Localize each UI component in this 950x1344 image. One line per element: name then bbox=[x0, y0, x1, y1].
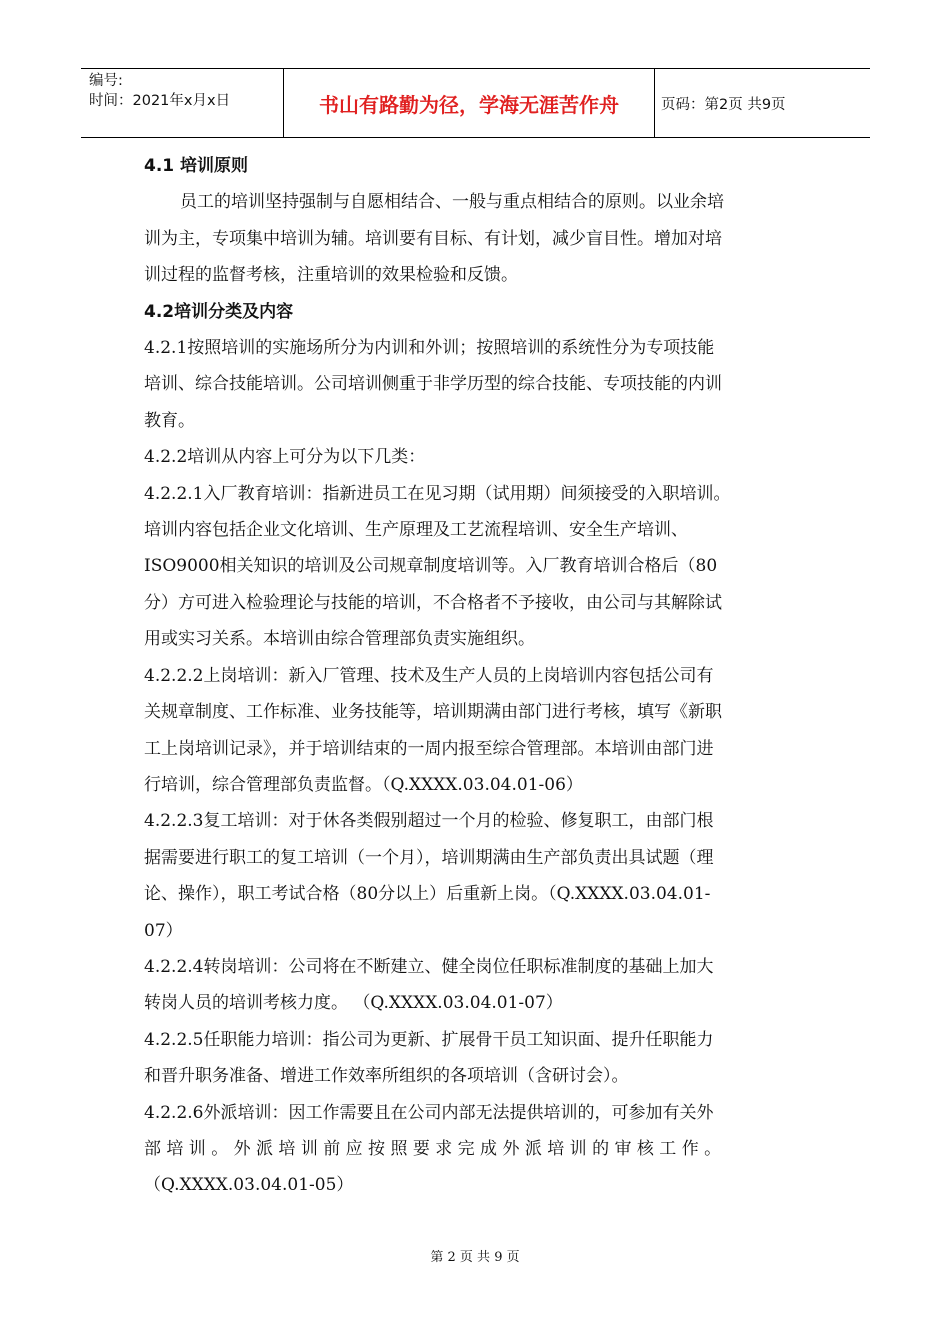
paragraph-line: 关规章制度、工作标准、业务技能等，培训期满由部门进行考核，填写《新职 bbox=[144, 702, 722, 723]
time-label: 时间：2021年x月x日 bbox=[89, 93, 231, 109]
paragraph-line: 4.2.2.2上岗培训：新入厂管理、技术及生产人员的上岗培训内容包括公司有 bbox=[144, 665, 714, 686]
paragraph-line: 工上岗培训记录》，并于培训结束的一周内报至综合管理部。本培训由部门进 bbox=[144, 738, 714, 759]
section-heading-4-2: 4.2培训分类及内容 bbox=[144, 301, 294, 322]
paragraph-line: 训为主，专项集中培训为辅。培训要有目标、有计划，减少盲目性。增加对培 bbox=[144, 228, 722, 249]
paragraph-line: 和晋升职务准备、增进工作效率所组织的各项培训（含研讨会）。 bbox=[144, 1066, 629, 1087]
paragraph-line: 论、操作），职工考试合格（80分以上）后重新上岗。（Q.XXXX.03.04.01- bbox=[144, 884, 711, 905]
paragraph-line: （Q.XXXX.03.04.01-05） bbox=[144, 1175, 354, 1196]
paragraph-line: 员工的培训坚持强制与自愿相结合、一般与重点相结合的原则。以业余培 bbox=[180, 192, 724, 213]
paragraph-line: 转岗人员的培训考核力度。 （Q.XXXX.03.04.01-07） bbox=[144, 993, 563, 1014]
paragraph-line: 4.2.2.5任职能力培训：指公司为更新、扩展骨干员工知识面、提升任职能力 bbox=[144, 1029, 714, 1050]
page-footer: 第 2 页 共 9 页 bbox=[430, 1250, 520, 1265]
header-motto: 书山有路勤为径，学海无涯苦作舟 bbox=[284, 69, 655, 137]
paragraph-line: 4.2.2.1入厂教育培训：指新进员工在见习期（试用期）间须接受的入职培训。 bbox=[144, 483, 731, 504]
paragraph-line: 4.2.2培训从内容上可分为以下几类： bbox=[144, 447, 426, 468]
paragraph-line: 4.2.2.6外派培训：因工作需要且在公司内部无法提供培训的，可参加有关外 bbox=[144, 1102, 714, 1123]
paragraph-line: 培训、综合技能培训。公司培训侧重于非学历型的综合技能、专项技能的内训 bbox=[144, 374, 722, 395]
paragraph-line: ISO9000相关知识的培训及公司规章制度培训等。入厂教育培训合格后（80 bbox=[144, 556, 718, 577]
paragraph-line: 教育。 bbox=[144, 410, 195, 431]
page-header bbox=[81, 68, 870, 138]
paragraph-line: 07） bbox=[144, 920, 183, 941]
document-body bbox=[144, 148, 804, 1204]
paragraph-line: 4.2.2.3复工培训：对于休各类假别超过一个月的检验、修复职工，由部门根 bbox=[144, 811, 714, 832]
paragraph-line: 培训内容包括企业文化培训、生产原理及工艺流程培训、安全生产培训、 bbox=[144, 520, 688, 541]
paragraph-line: 分）方可进入检验理论与技能的培训，不合格者不予接收，由公司与其解除试 bbox=[144, 592, 722, 613]
paragraph-line: 用或实习关系。本培训由综合管理部负责实施组织。 bbox=[144, 629, 535, 650]
header-left-cell bbox=[81, 69, 284, 137]
paragraph-line: 4.2.1按照培训的实施场所分为内训和外训；按照培训的系统性分为专项技能 bbox=[144, 338, 715, 359]
paragraph-line: 部 培 训 。 外 派 培 训 前 应 按 照 要 求 完 成 外 派 培 训 的 审 核 工 作 。 bbox=[144, 1138, 722, 1159]
paragraph-line: 训过程的监督考核，注重培训的效果检验和反馈。 bbox=[144, 265, 518, 286]
paragraph-line: 行培训，综合管理部负责监督。（Q.XXXX.03.04.01-06） bbox=[144, 774, 583, 795]
code-label: 编号: bbox=[89, 73, 123, 89]
header-page-info: 页码：第2页 共9页 bbox=[661, 96, 786, 113]
paragraph-line: 4.2.2.4转岗培训：公司将在不断建立、健全岗位任职标准制度的基础上加大 bbox=[144, 956, 714, 977]
section-heading-4-1: 4.1 培训原则 bbox=[144, 156, 249, 176]
paragraph-line: 据需要进行职工的复工培训（一个月），培训期满由生产部负责出具试题（理 bbox=[144, 847, 714, 868]
